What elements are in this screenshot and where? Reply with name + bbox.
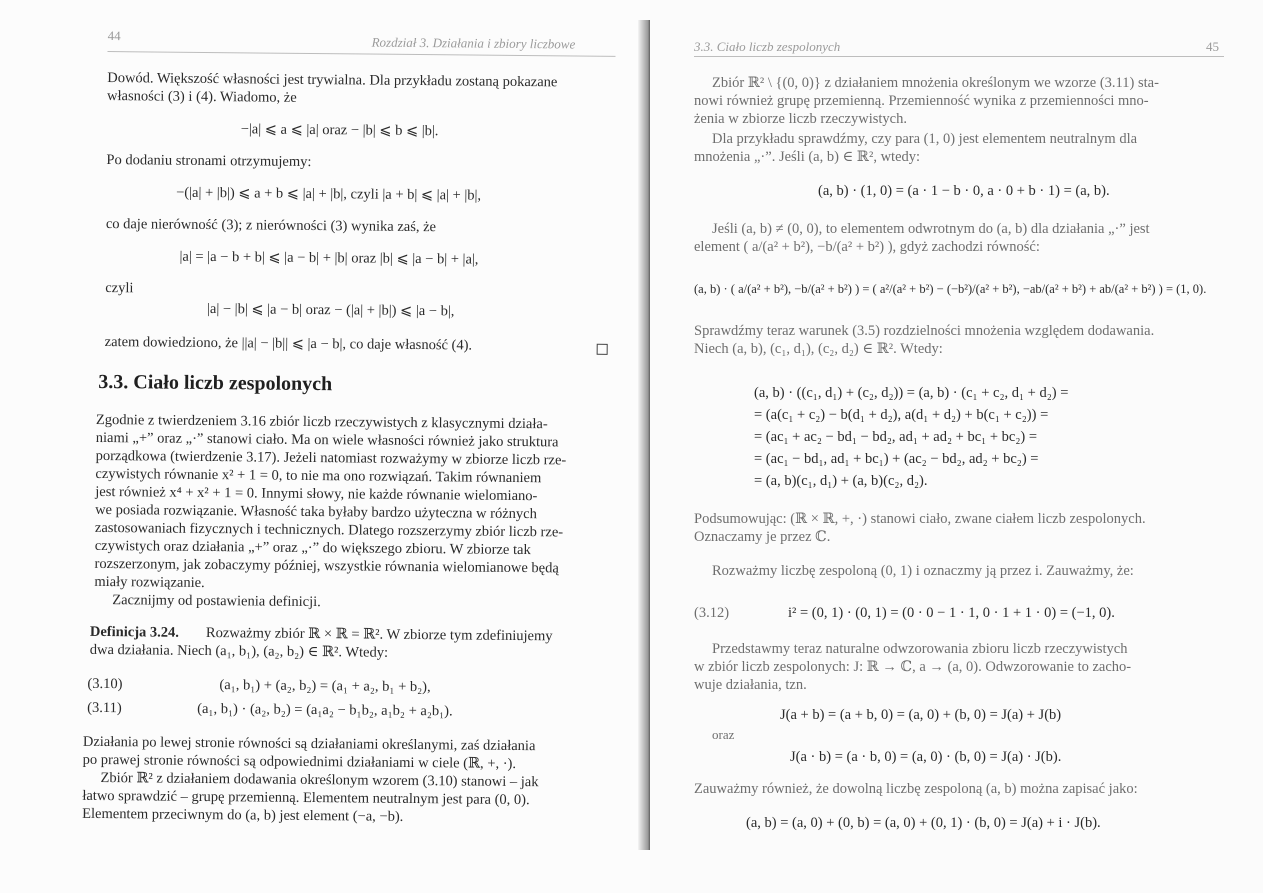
paragraph-line: Sprawdźmy teraz warunek (3.5) rozdzielności mnożenia względem dodawania. [694, 323, 1155, 339]
paragraph-line: Niech (a, b), (c₁, d₁), (c₂, d₂) ∈ ℝ². Wtedy: [694, 341, 943, 357]
section-heading: 3.3. Ciało liczb zespolonych [98, 370, 333, 396]
paragraph-line: Przedstawmy teraz naturalne odwzorowania zbioru liczb rzeczywistych [712, 641, 1128, 657]
definition-label: Definicja 3.24. [89, 623, 180, 641]
proof-line: czyli [105, 280, 134, 297]
proof-line: co daje nierówność (3); z nierówności (3) wynika zaś, że [105, 216, 437, 236]
paragraph-line: Zbiór ℝ² \ {(0, 0)} z działaniem mnożenia określonym we wzorze (3.11) sta- [712, 75, 1159, 91]
paragraph-line: Podsumowując: (ℝ × ℝ, +, ·) stanowi ciało, zwane ciałem liczb zespolonych. [694, 511, 1146, 527]
equation-number: (3.12) [694, 605, 730, 621]
paragraph-line: Działania po lewej stronie równości są działaniami określanymi, zaś działania [82, 733, 536, 755]
right-page [650, 0, 1263, 893]
paragraph-line: Rozważmy liczbę zespoloną (0, 1) i oznaczmy ją przez i. Zauważmy, że: [712, 563, 1134, 579]
paragraph-line: zastosowaniach fizycznych i technicznych. Dlatego rozszerzymy zbiór liczb rze- [94, 519, 564, 541]
paragraph-line: Elementem przeciwnym do (a, b) jest element (−a, −b). [82, 805, 404, 825]
math-display: |a| − |b| ⩽ |a − b| oraz − (|a| + |b|) ⩽ |a − b|, [206, 301, 455, 320]
paragraph-line: element ( a/(a² + b²), −b/(a² + b²) ), gdyż zachodzi równość: [694, 239, 1040, 255]
running-head-left: Rozdział 3. Działania i zbiory liczbowe [371, 34, 576, 52]
paragraph-line: wuje działania, tzn. [694, 677, 807, 693]
equation: (a₁, b₁) · (a₂, b₂) = (a₁a₂ − b₁b₂, a₁b₂ + a₂b₁). [197, 700, 453, 720]
equation: i² = (0, 1) · (0, 1) = (0 · 0 − 1 · 1, 0 · 1 + 1 · 0) = (−1, 0). [788, 605, 1115, 621]
paragraph-line: żenia w zbiorze liczb rzeczywistych. [694, 111, 907, 127]
page-number-left: 44 [107, 28, 121, 44]
paragraph-line: łatwo sprawdzić – grupę przemienną. Elementem neutralnym jest para (0, 0). [82, 787, 530, 809]
math-display: J(a + b) = (a + b, 0) = (a, 0) + (b, 0) = J(a) + J(b) [780, 707, 1062, 723]
page-number-right: 45 [1206, 39, 1219, 54]
paragraph-line: Zgodnie z twierdzeniem 3.16 zbiór liczb rzeczywistych z klasycznymi działa- [95, 411, 548, 433]
paragraph-line: Oznaczamy je przez ℂ. [694, 529, 831, 545]
math-display: = (ac₁ + ac₂ − bd₁ − bd₂, ad₁ + ad₂ + bc₁ + bc₂) = [754, 429, 1038, 445]
proof-line: Dowód. Większość własności jest trywialna. Dla przykładu zostaną pokazane [107, 70, 558, 91]
proof-line: własności (3) i (4). Wiadomo, że [107, 88, 297, 106]
math-display: (a, b) · ( a/(a² + b²), −b/(a² + b²) ) = ( a²/(a² + b²) − (−b²)/(a² + b²), −ab/(a² + b²) + ab/(a² + b²) ) = (1, 0). [694, 282, 1207, 296]
math-display: J(a · b) = (a · b, 0) = (a, 0) · (b, 0) = J(a) · J(b). [790, 749, 1062, 765]
paragraph-line: po prawej stronie równości są odpowiednimi działaniami w ciele (ℝ, +, ·). [82, 751, 517, 772]
equation-number: (3.11) [87, 699, 122, 717]
paragraph-line: nowi również grupę przemienną. Przemienność wynika z przemienności mno- [694, 93, 1149, 109]
paragraph-line: we posiada rozwiązanie. Własność taka byłaby bardzo użyteczna w różnych [95, 501, 537, 523]
paragraph-line: Jeśli (a, b) ≠ (0, 0), to elementem odwrotnym do (a, b) dla działania „·” jest [712, 221, 1150, 237]
math-display: (a, b) · ((c₁, d₁) + (c₂, d₂)) = (a, b) · (c₁ + c₂, d₁ + d₂) = [754, 385, 1069, 401]
paragraph-line: Dla przykładu sprawdźmy, czy para (1, 0) jest elementem neutralnym dla [712, 131, 1138, 147]
math-display: −(|a| + |b|) ⩽ a + b ⩽ |a| + |b|, czyli |a + b| ⩽ |a| + |b|, [176, 184, 482, 204]
proof-line: zatem dowiedziono, że ||a| − |b|| ⩽ |a − b|, co daje własność (4). [104, 334, 473, 354]
paragraph-line: czywistych równanie x² + 1 = 0, to nie ma ono rozwiązań. Takim równaniem [95, 465, 542, 487]
conjunction-text: oraz [712, 727, 735, 742]
paragraph-line: porządkowa (twierdzenie 3.17). Jeżeli natomiast rozważymy w zbiorze liczb rze- [95, 447, 567, 469]
math-display: = (a(c₁ + c₂) − b(d₁ + d₂), a(d₁ + d₂) + b(c₁ + c₂)) = [754, 407, 1049, 423]
paragraph-line: rozszerzonym, jak zobaczymy później, wszystkie równania wielomianowe będą [94, 555, 559, 577]
paragraph-line: jest również x⁴ + x² + 1 = 0. Innymi słowy, nie każde równanie wielomiano- [95, 483, 538, 505]
paragraph-line: mnożenia „·”. Jeśli (a, b) ∈ ℝ², wtedy: [694, 149, 921, 165]
paragraph-line: Zbiór ℝ² z działaniem dodawania określonym wzorem (3.10) stanowi – jak [100, 770, 539, 791]
math-display: (a, b) = (a, 0) + (0, b) = (a, 0) + (0, 1) · (b, 0) = J(a) + i · J(b). [746, 815, 1101, 831]
paragraph-line: czywistych oraz działania „+” oraz „·” do większego zbioru. W zbiorze tak [94, 537, 531, 559]
math-display: |a| = |a − b + b| ⩽ |a − b| + |b| oraz |b| ⩽ |a − b| + |a|, [179, 248, 479, 268]
equation-number: (3.10) [87, 675, 123, 693]
definition-line: dwa działania. Niech (a₁, b₁), (a₂, b₂) ∈ ℝ². Wtedy: [89, 641, 389, 661]
math-display: = (a, b)(c₁, d₁) + (a, b)(c₂, d₂). [754, 473, 928, 489]
definition-line: Rozważmy zbiór ℝ × ℝ = ℝ². W zbiorze tym zdefiniujemy [205, 625, 553, 645]
equation: (a₁, b₁) + (a₂, b₂) = (a₁ + a₂, b₁ + b₂), [219, 677, 431, 696]
math-display: −|a| ⩽ a ⩽ |a| oraz − |b| ⩽ b ⩽ |b|. [240, 121, 439, 140]
paragraph-line: w zbiór liczb zespolonych: J: ℝ → ℂ, a → (a, 0). Odwzorowanie to zacho- [694, 659, 1132, 675]
paragraph-line: Zauważmy również, że dowolną liczbę zespoloną (a, b) można zapisać jako: [694, 781, 1138, 797]
header-rule-right [694, 56, 1224, 57]
paragraph-line: niami „+” oraz „·” stanowi ciało. Ma on wiele własności również jako struktura [95, 429, 559, 451]
proof-line: Po dodaniu stronami otrzymujemy: [106, 152, 312, 170]
qed-symbol [597, 344, 608, 355]
paragraph-line: miały rozwiązanie. [94, 573, 205, 591]
paragraph-line: Zacznijmy od postawienia definicji. [112, 592, 321, 611]
running-head-right: 3.3. Ciało liczb zespolonych [694, 39, 841, 54]
math-display: (a, b) · (1, 0) = (a · 1 − b · 0, a · 0 + b · 1) = (a, b). [818, 183, 1110, 199]
math-display: = (ac₁ − bd₁, ad₁ + bc₁) + (ac₂ − bd₂, ad₂ + bc₂) = [754, 451, 1039, 467]
